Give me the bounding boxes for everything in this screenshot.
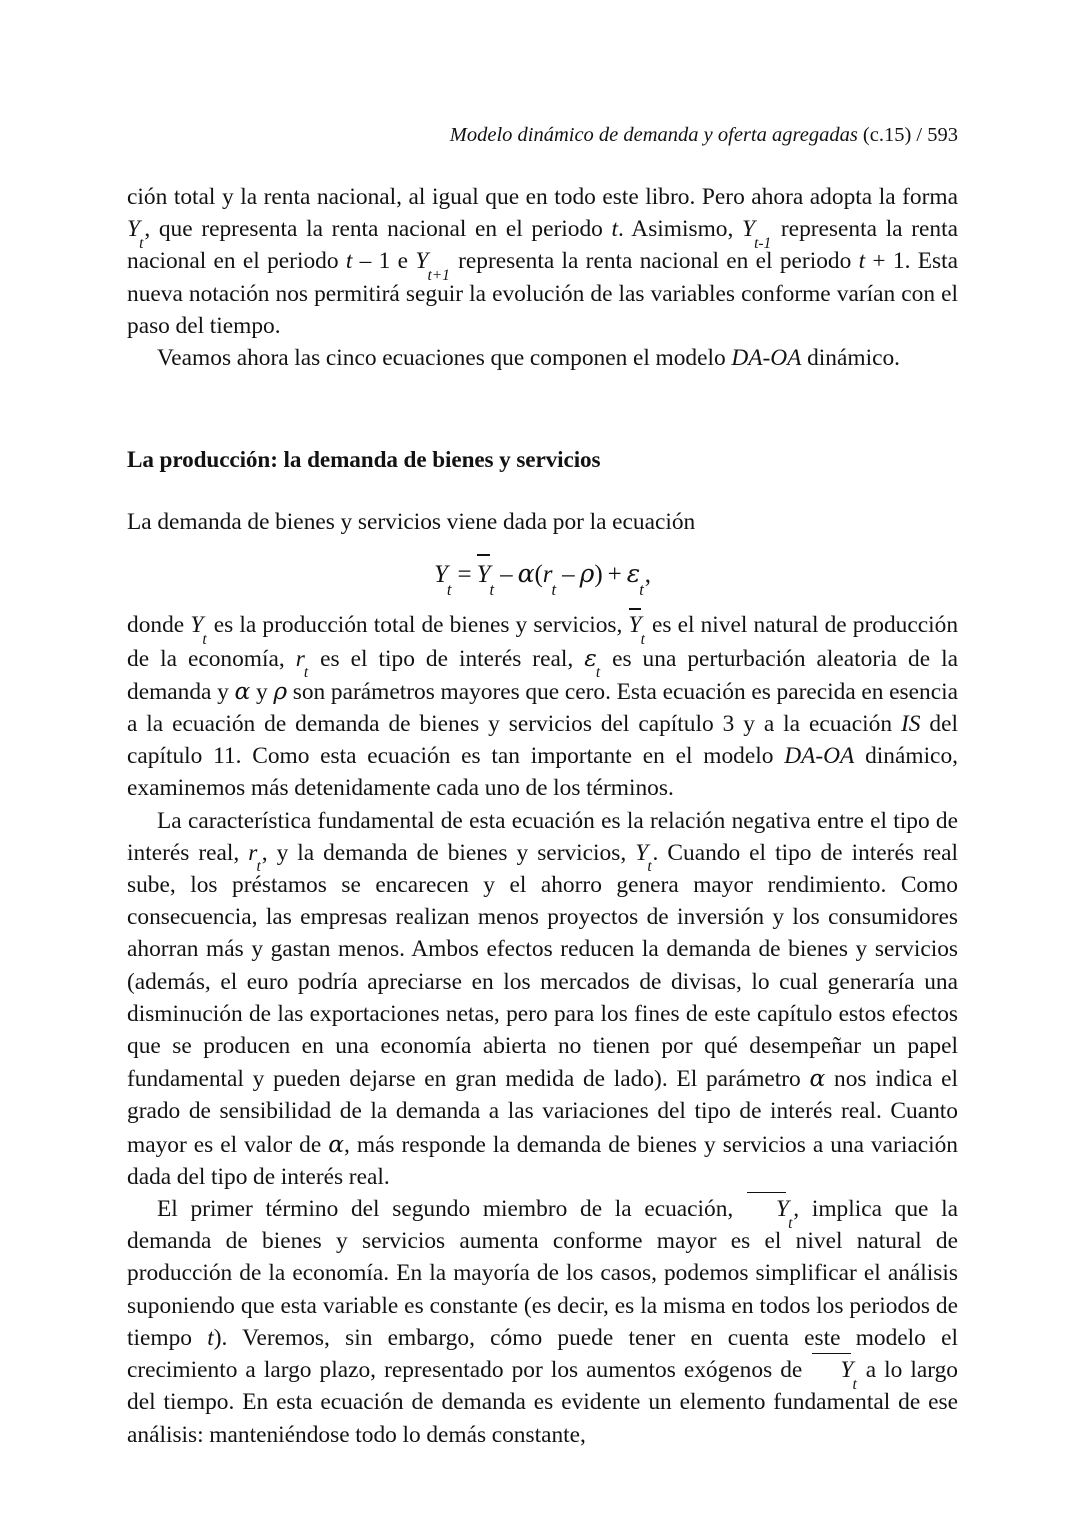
paragraph-caracteristica bbox=[127, 805, 958, 1193]
p5-seg2: , y la demanda de bienes y servicios, bbox=[261, 839, 636, 866]
p1-seg1: ción total y la renta nacional, al igual que en todo este libro. Pero ahora adopta la forma bbox=[127, 184, 958, 210]
eq-lhs-Y-t: $Y_t$ bbox=[433, 561, 452, 600]
eq-paren-open: ( bbox=[534, 561, 543, 589]
p4-seg9: dinámico, examinemos más detenidamente cada uno de los términos. bbox=[127, 743, 958, 802]
p4-seg4: es el tipo de interés real, bbox=[309, 645, 585, 672]
eq-r-t: $r_t$ bbox=[542, 561, 557, 600]
p5-seg1: La característica fundamental de esta ecuación es la relación negativa entre el tipo de interés real, bbox=[127, 807, 958, 866]
running-head-folio: (c.15) / 593 bbox=[857, 124, 958, 146]
p4-seg1: donde bbox=[127, 612, 191, 639]
model-name-is: IS bbox=[900, 711, 921, 738]
paragraph-donde bbox=[127, 609, 958, 804]
p1-seg4: representa la renta nacional en el periodo bbox=[127, 216, 959, 275]
p1-seg7: + 1. Esta nueva notación nos permitirá seguir la evolución de las variables conforme varían con el paso del tiempo. bbox=[127, 248, 959, 339]
eq-rho: ρ bbox=[579, 559, 595, 589]
variable-Ybar-t: $Y_t$ bbox=[629, 612, 646, 638]
spacer-after-equation bbox=[127, 595, 958, 609]
p2-seg2: dinámico. bbox=[801, 345, 901, 372]
p5-seg4: nos indica el grado de sensibilidad de la demanda a las variaciones del tipo de interés real. Cuanto mayor es el valor de bbox=[127, 1066, 958, 1158]
spacer-before-equation bbox=[127, 538, 958, 554]
variable-Ybar-t-c: $Y_t$ bbox=[810, 1357, 857, 1383]
spacer-after-heading bbox=[127, 476, 958, 506]
symbol-alpha-p5: α bbox=[809, 1064, 826, 1093]
eq-plus: + bbox=[607, 561, 622, 589]
paragraph-continuation bbox=[127, 181, 958, 342]
p6-seg4: a lo largo del tiempo. En esta ecuación de demanda es evidente un elemento fundamental de ese análisis: manteniéndose todo lo demás constante, bbox=[127, 1357, 958, 1448]
p4-seg8: del capítulo 11. Como esta ecuación es tan importante en el modelo bbox=[127, 711, 958, 770]
p6-seg3: ). Veremos, sin embargo, cómo puede tener en cuenta este modelo el crecimiento a largo plazo, representado por los aumentos exógenos de bbox=[127, 1324, 958, 1384]
p6-seg1: El primer término del segundo miembro de la ecuación, bbox=[157, 1196, 746, 1223]
running-head bbox=[127, 122, 958, 148]
p1-seg2: , que representa la renta nacional en el periodo bbox=[144, 216, 612, 243]
variable-r-t-b: $r_t$ bbox=[248, 839, 261, 876]
symbol-rho-p4: ρ bbox=[273, 676, 288, 705]
p4-seg2: es la producción total de bienes y servicios, bbox=[207, 612, 629, 639]
p1-seg5: – 1 e bbox=[352, 248, 416, 275]
paragraph-primer-termino bbox=[127, 1193, 958, 1451]
variable-Y-t-b: $Y_t$ bbox=[190, 612, 207, 648]
eq-equals: = bbox=[457, 561, 472, 589]
p1-seg3: . Asimismo, bbox=[618, 216, 743, 243]
variable-r-t: $r_t$ bbox=[295, 645, 309, 682]
model-name-da-oa-2: DA-OA bbox=[784, 743, 855, 770]
section-heading: La producción: la demanda de bienes y servicios bbox=[127, 447, 601, 474]
variable-t-2: t bbox=[345, 248, 353, 275]
p6-seg2: , implica que la demanda de bienes y servicios aumenta conforme mayor es el nivel natural de producción de la economía. En la mayoría de los casos, podemos simplificar el análisis suponiendo que esta variable es constante (es decir, es la misma en todos los periodos de tiempo bbox=[127, 1196, 959, 1351]
variable-Y-t: $Y_t$ bbox=[127, 216, 144, 252]
eq-paren-close: ) bbox=[594, 561, 603, 589]
symbol-alpha-p4: α bbox=[234, 676, 251, 705]
eq-comma: , bbox=[644, 561, 652, 589]
p5-seg5: , más responde la demanda de bienes y servicios a una variación dada del tipo de interés real. bbox=[127, 1131, 958, 1190]
paragraph-veamos bbox=[127, 342, 958, 374]
variable-Y-t-minus-1: $Y_{t-1}$ bbox=[742, 216, 772, 252]
eq-alpha: α bbox=[517, 559, 535, 589]
text-column bbox=[127, 181, 958, 1451]
p4-seg7: son parámetros mayores que cero. Esta ecuación es parecida en esencia a la ecuación de demanda de bienes y servicios del capítulo 3 y a la ecuación bbox=[127, 678, 958, 738]
p4-seg5: es una perturbación aleatoria de la demanda y bbox=[127, 645, 958, 705]
variable-Y-t-plus-1: $Y_{t+1}$ bbox=[415, 248, 450, 284]
variable-Y-t-c: $Y_t$ bbox=[635, 839, 652, 876]
running-head-title: Modelo dinámico de demanda y oferta agregadas bbox=[449, 124, 858, 146]
p4-seg6: y bbox=[250, 678, 274, 705]
variable-t-p6: t bbox=[207, 1324, 214, 1351]
p5-seg3: . Cuando el tipo de interés real sube, los préstamos se encarecen y el ahorro genera mayor rendimiento. Como consecuencia, las empresas realizan menos proyectos de inversión y los consumidores ahorran más y gastan menos. Ambos efectos reducen la demanda de bienes y servicios (además, el euro podría apreciarse en los mercados de divisas, lo cual generaría una disminución de las exportaciones netas, pero para los fines de este capítulo estos efectos que se producen en una economía abierta no tienen por qué desempeñar un papel fundamental y pueden dejarse en gran medida de lado). El parámetro bbox=[127, 839, 958, 1093]
display-equation bbox=[127, 554, 958, 600]
paragraph-lead-in: La demanda de bienes y servicios viene dada por la ecuación bbox=[127, 509, 696, 536]
variable-epsilon-t: $\varepsilon_t$ bbox=[584, 643, 601, 682]
symbol-alpha-p5-2: α bbox=[328, 1129, 344, 1158]
eq-epsilon-t: $\varepsilon_t$ bbox=[626, 559, 644, 600]
eq-minus-1: – bbox=[500, 561, 513, 589]
spacer-before-heading bbox=[127, 374, 958, 444]
model-name-da-oa: DA-OA bbox=[731, 345, 802, 372]
variable-t: t bbox=[611, 216, 619, 243]
eq-rhs-Ybar-t: $Y_t$ bbox=[477, 561, 496, 588]
p4-seg3: es el nivel natural de producción de la economía, bbox=[127, 612, 959, 672]
variable-t-3: t bbox=[858, 248, 866, 275]
p1-seg6: representa la renta nacional en el periodo bbox=[450, 248, 859, 275]
variable-Ybar-t-b: $Y_t$ bbox=[746, 1196, 793, 1222]
p2-seg1: Veamos ahora las cinco ecuaciones que componen el modelo bbox=[157, 345, 732, 372]
eq-minus-2: – bbox=[562, 561, 575, 589]
